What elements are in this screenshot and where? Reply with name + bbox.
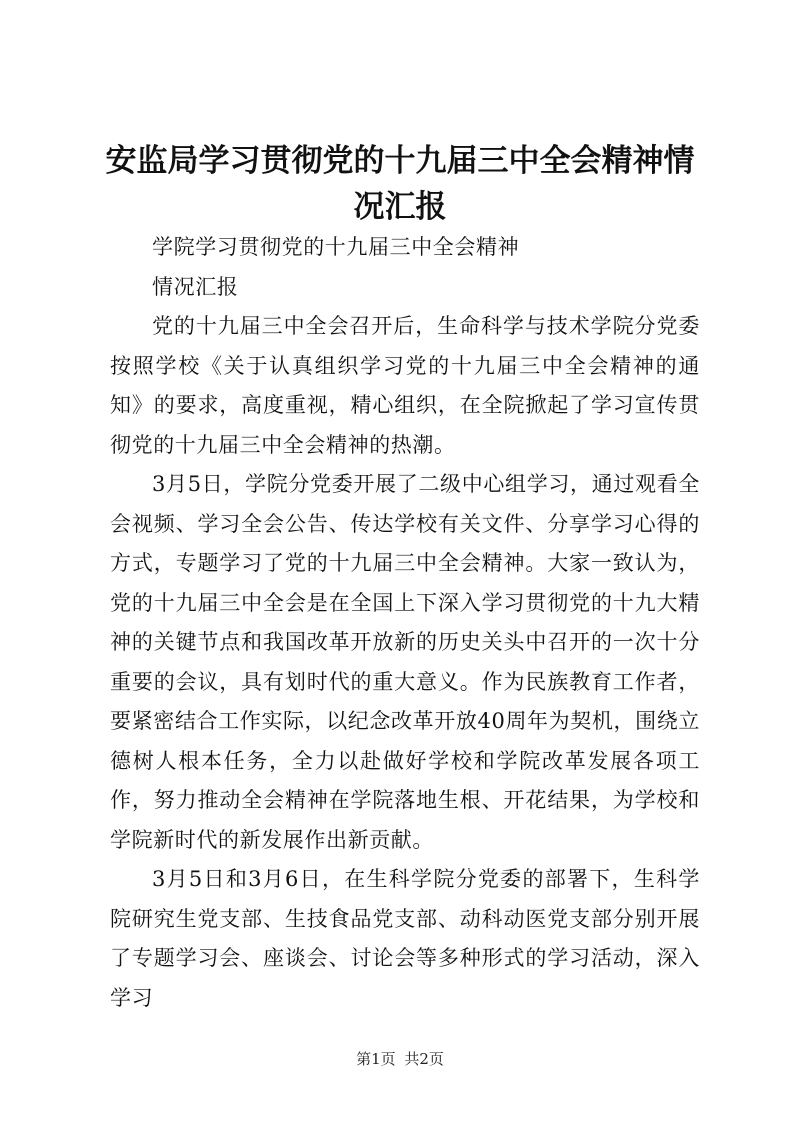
page-total: 共2页 <box>404 1050 444 1068</box>
subtitle-line-2: 情况汇报 <box>152 274 239 299</box>
paragraph-center-group-study: 3月5日，学院分党委开展了二级中心组学习，通过观看全会视频、学习全会公告、传达学校有关文件、分享学习心得的方式，专题学习了党的十九届三中全会精神。大家一致认为，党的十九届三中全会是在全国上下深入学习贯彻党的十九大精神的关键节点和我国改革开放新的历史关头中召开的一次十分重要的会议，具有划时代的重大意义。作为民族教育工作者，要紧密结合工作实际，以纪念改革开放40周年为契机，围绕立德树人根本任务，全力以赴做好学校和学院改革发展各项工作，努力推动全会精神在学院落地生根、开花结果，为学校和学院新时代的新发展作出新贡献。 <box>110 472 700 852</box>
paragraph-branch-activities: 3月5日和3月6日，在生科学院分党委的部署下，生科学院研究生党支部、生技食品党支部、动科动医党支部分别开展了专题学习会、座谈会、讨论会等多种形式的学习活动，深入学习 <box>110 867 700 1010</box>
document-body <box>110 228 700 1018</box>
page-footer <box>0 1049 800 1069</box>
page-number: 第1页 <box>356 1050 396 1068</box>
paragraph-intro: 党的十九届三中全会召开后，生命科学与技术学院分党委按照学校《关于认真组织学习党的十九届三中全会精神的通知》的要求，高度重视，精心组织，在全院掀起了学习宣传贯彻党的十九届三中全会精神的热潮。 <box>110 314 700 457</box>
subtitle-line-1: 学院学习贯彻党的十九届三中全会精神 <box>152 235 520 259</box>
document-title: 安监局学习贯彻党的十九届三中全会精神情况汇报 <box>105 143 695 225</box>
